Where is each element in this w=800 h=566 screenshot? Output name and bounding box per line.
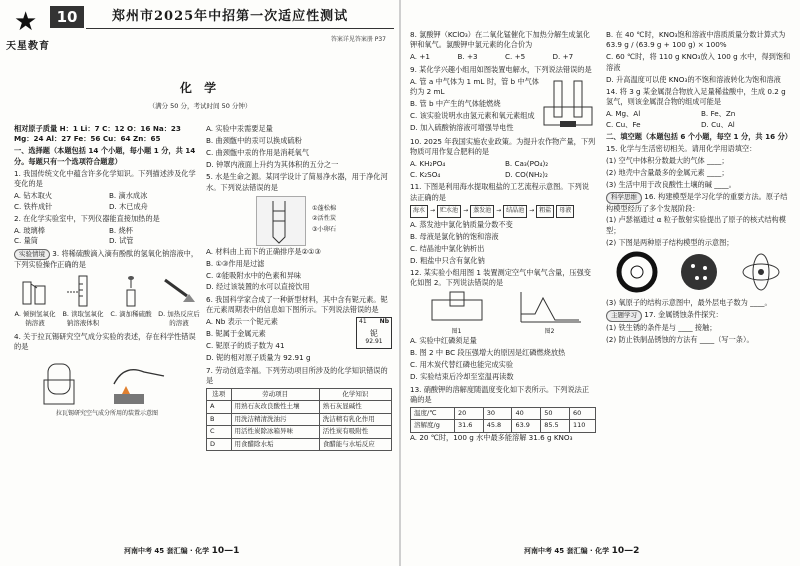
option: B. 图 2 中 BC 段压强增大的原因是红磷燃烧放热 [410, 348, 566, 358]
option: B. 滴水成冰 [109, 191, 148, 201]
option: C. K₂SO₄ [410, 169, 441, 179]
legend-item: ③小卵石 [312, 225, 337, 233]
sub-item: (1) 卢瑟福通过 α 粒子散射实验提出了原子的核式结构模型； [606, 215, 786, 235]
option: C. 该实验说明水由氢元素和氧元素组成 [410, 111, 535, 121]
paper-number: 10 [50, 6, 84, 28]
option: D. 粗盐中只含有氯化钠 [410, 255, 485, 265]
element-mass: 92.91 [365, 338, 383, 346]
option: A. 蒸发池中氯化钠质量分数不变 [410, 219, 513, 229]
option: C. +5 [505, 52, 526, 62]
table-row [207, 426, 392, 438]
figure-caption: C. 滴加稀硫酸 [110, 309, 152, 318]
table-cell: 熟石灰显碱性 [319, 401, 391, 413]
option: A. 玻璃棒 [14, 225, 45, 235]
sub-item: (3) 生活中用于改良酸性土壤的碱 ____。 [606, 179, 736, 189]
left-column-1 [14, 124, 200, 421]
figure-caption: 图1 [451, 328, 462, 336]
header [6, 6, 394, 62]
option: D. 经过该装置的水可以直接饮用 [206, 282, 310, 292]
table-cell: 活性炭有吸附性 [319, 426, 391, 438]
table-cell: D [207, 438, 232, 450]
paper-title-bar [86, 6, 394, 29]
element-name: 铌 [370, 329, 378, 339]
subject-title: 化 学 [179, 81, 221, 95]
option: B. 曲颈甑中的汞可以换成硫粉 [206, 135, 302, 145]
option: A. KH₂PO₄ [410, 159, 446, 169]
left-column-2 [206, 124, 392, 453]
table-row [207, 401, 392, 413]
option: C. 曲颈甑中汞的作用是消耗氧气 [206, 147, 310, 157]
sub-item: (2) 防止铁制品锈蚀的方法有 ____（写一条）。 [606, 335, 754, 345]
option: C. 铌原子的质子数为 41 [206, 341, 285, 351]
element-card-nb [356, 317, 392, 349]
question-16 [606, 192, 792, 308]
question-4 [14, 332, 200, 419]
table-cell: C [207, 426, 232, 438]
option: B. 在 40 ℃时，KNO₃饱和溶液中溶质质量分数计算式为 63.9 g / (63.9 g + 100 g) × 100% [606, 30, 786, 50]
option: D. CO(NH₂)₂ [505, 169, 548, 179]
table-cell: 40 [512, 408, 541, 420]
star-icon: ★ [14, 7, 38, 37]
question-7 [206, 366, 392, 451]
figure-caption: A. 倾倒氢氧化钠溶液 [14, 309, 56, 328]
question-text: 8. 氯酸钾（KClO₃）在二氧化锰催化下加热分解生成氯化钾和氧气。氯酸钾中氯元素的化合价为 [410, 30, 590, 50]
option: A. +1 [410, 52, 430, 62]
page-number: 10—1 [211, 545, 240, 556]
question-4-options [206, 124, 392, 170]
option: B. 铌属于金属元素 [206, 329, 266, 339]
question-text: 4. 关于拉瓦锡研究空气成分实验的表述，存在科学性错误的是 [14, 331, 196, 351]
option: B. 母液是氯化钠的饱和溶液 [410, 231, 499, 241]
question-text: 11. 下图是利用海水提取粗盐的工艺流程示意图。下列说法正确的是 [410, 182, 590, 202]
footer-right [524, 545, 639, 558]
table-cell: 45.8 [483, 420, 512, 432]
table-cell: 110 [569, 420, 595, 432]
section-2-heading: 二、填空题（本题包括 6 个小题，每空 1 分，共 16 分） [606, 131, 792, 141]
electrolysis-figure [540, 77, 596, 129]
table-cell: 用熟石灰改良酸性土壤 [231, 401, 319, 413]
option: C. 60 ℃时，将 110 g KNO₃放入 100 g 水中，得到饱和溶液 [606, 52, 791, 72]
question-text: 13. 硝酸钾的溶解度随温度变化如下表所示。下列说法正确的是 [410, 384, 590, 405]
option: B. 管 b 中产生的气体能燃烧 [410, 99, 501, 109]
option: C. 量筒 [14, 236, 38, 246]
table-cell: 温度/℃ [411, 408, 455, 420]
option: D. +7 [552, 52, 574, 62]
question-12 [410, 268, 596, 383]
question-text: 5. 水是生命之源。某同学设计了简易净水器，用于净化河水。下列说法错误的是 [206, 172, 388, 192]
table-cell: 洗洁精有乳化作用 [319, 413, 391, 425]
answer-reference: 答案详见答案册 P37 [330, 36, 386, 43]
flow-step: 蒸发池 [470, 205, 494, 218]
salt-process-flow: 海水 → 贮水池 → 蒸发池 → 结晶池 → 粗盐 母液 [410, 205, 596, 218]
right-column-2 [606, 30, 792, 348]
option: A. 实验中红磷须足量 [410, 336, 477, 346]
option: A. 管 a 中气体为 1 mL 时，管 b 中气体约为 2 mL [410, 76, 539, 97]
atom-model-3 [739, 250, 783, 294]
labor-table [206, 388, 392, 451]
flow-step: 母液 [556, 205, 574, 218]
atom-model-1 [615, 250, 659, 294]
question-text: 16. 构建模型是学习化学的重要方法。原子结构模型经历了多个发展阶段： [606, 192, 788, 213]
option: A. Nb 表示一个铌元素 [206, 317, 278, 327]
water-filter-figure [206, 195, 392, 247]
option: B. Fe、Zn [701, 109, 736, 119]
table-header: 劳动项目 [231, 388, 319, 400]
figure-1 [422, 290, 492, 336]
question-text: 14. 将 3 g 某金属混合物放入足量稀盐酸中，生成 0.2 g 氢气，则该金属混合物的组成可能是 [606, 86, 786, 107]
tag-science-thinking: 科学思维 [606, 192, 642, 203]
option: B. ①③作用是过滤 [206, 258, 265, 268]
question-1 [14, 169, 200, 212]
table-cell: 溶解度/g [411, 420, 455, 432]
flow-step: 海水 [410, 205, 428, 218]
table-cell: 用洗洁精清洗油污 [231, 413, 319, 425]
option: A. 钻木取火 [14, 191, 53, 201]
option: A. 实验中汞需要足量 [206, 124, 273, 133]
exam-meta: （满分 50 分，考试时间 50 分钟） [148, 102, 252, 110]
atom-models-figure [606, 250, 792, 298]
question-text: 2. 在化学实验室中，下列仪器能直接加热的是 [14, 214, 160, 223]
question-text: 9. 某化学兴趣小组用如图装置电解水，下列说法错误的是 [410, 64, 592, 74]
question-15 [606, 144, 792, 190]
table-cell: 60 [569, 408, 595, 420]
atomic-masses: 相对原子质量 H：1 Li：7 C：12 O：16 Na：23 Mg：24 Al：27 Fe：56 Cu：64 Zn：65 [14, 124, 181, 144]
figure-option-c [110, 274, 152, 329]
footer-text: 河南中考 45 套汇编 · 化学 [124, 546, 210, 555]
sub-item: (1) 铁生锈的条件是与 ____ 接触； [606, 323, 717, 333]
question-10 [410, 137, 596, 180]
flow-step: 粗盐 [536, 205, 554, 218]
question-text: 1. 我国传统文化中蕴含许多化学知识。下列描述涉及化学变化的是 [14, 168, 196, 189]
table-cell: 用活性炭除冰箱异味 [231, 426, 319, 438]
question-text: 3. 将稀硫酸滴入滴有酚酞的氢氧化钠溶液中，下列实验操作正确的是 [14, 248, 199, 270]
flow-step: 贮水池 [437, 205, 461, 218]
option: C. 用木炭代替红磷也能完成实验 [410, 360, 514, 370]
footer-text: 河南中考 45 套汇编 · 化学 [524, 546, 610, 555]
option: C. 铁杵成针 [14, 201, 53, 211]
table-cell: 50 [541, 408, 570, 420]
question-17 [606, 310, 792, 345]
sub-item: (1) 空气中体积分数最大的气体 ____； [606, 155, 729, 165]
question-text: 10. 2025 年我国实施农业政策。为提升农作物产量，下列物质可用作复合肥料的是 [410, 136, 596, 157]
element-number: 41 [359, 318, 367, 326]
table-cell: 食醋能与水垢反应 [319, 438, 391, 450]
option: A. Mg、Al [606, 109, 641, 119]
question-text: 15. 化学与生活密切相关。请用化学用语填空： [606, 143, 757, 153]
question-2 [14, 214, 200, 247]
table-row [207, 413, 392, 425]
table-row [207, 438, 392, 450]
right-column-1 [410, 30, 596, 445]
option: D. 钟罩内液面上升约为其体积的五分之一 [206, 159, 339, 169]
table-cell: 63.9 [512, 420, 541, 432]
figure-caption: 图2 [544, 328, 555, 336]
option: D. 木已成舟 [109, 201, 148, 211]
table-header: 选项 [207, 388, 232, 400]
option: C. Cu、Fe [606, 119, 641, 129]
option: D. Cu、Al [701, 119, 735, 129]
sub-item: (2) 下图是两种原子结构模型的示意图； [606, 237, 734, 247]
table-cell: 31.6 [454, 420, 483, 432]
element-symbol: Nb [379, 318, 389, 326]
question-text: 12. 某实验小组用图 1 装置测定空气中氧气含量，压强变化如图 2。下列说法错误的是 [410, 268, 591, 288]
option: B. 烧杯 [109, 225, 133, 235]
figure-caption: D. 加热反应后的溶液 [158, 309, 200, 328]
option: D. 试管 [109, 236, 134, 246]
question-5 [206, 172, 392, 293]
table-cell: 30 [483, 408, 512, 420]
table-cell: 用食醋除水垢 [231, 438, 319, 450]
question-8 [410, 30, 596, 63]
option: A. 材料由上而下的正确排序是②①③ [206, 246, 321, 256]
footer-left [124, 545, 239, 558]
figure-option-d [158, 274, 200, 329]
option: C. 结晶池中氯化钠析出 [410, 243, 485, 253]
lavoisier-apparatus-figure [14, 354, 200, 410]
option: D. 铌的相对原子质量为 92.91 g [206, 353, 311, 363]
legend-item: ②活性炭 [312, 215, 337, 223]
filter-device [256, 196, 306, 246]
solubility-table [410, 407, 596, 433]
legend-item: ①蓬松棉 [312, 204, 337, 212]
figure-caption: B. 读取氢氧化钠溶液体积 [62, 309, 104, 328]
question-3 [14, 249, 200, 329]
page-number: 10—2 [611, 545, 640, 556]
table-cell: 20 [454, 408, 483, 420]
table-cell: A [207, 401, 232, 413]
sub-item: (2) 地壳中含量最多的金属元素 ____； [606, 167, 729, 177]
sub-item: (3) 氧原子的结构示意图中，最外层电子数为 ____。 [606, 297, 772, 307]
question-text: 7. 劳动创造幸福。下列劳动项目所涉及的化学知识错误的是 [206, 365, 388, 385]
question-14 [606, 87, 792, 130]
flow-step: 结晶池 [503, 205, 527, 218]
option: D. 升高温度可以使 KNO₃的不饱和溶液转化为饱和溶液 [606, 74, 781, 84]
table-cell: 85.5 [541, 420, 570, 432]
question-6 [206, 295, 392, 364]
oxygen-test-figures [410, 290, 596, 336]
question-text: 17. 金属锈蚀条件探究： [644, 310, 723, 320]
figure-caption: 拉瓦锡研究空气成分所用的装置示意图 [55, 409, 158, 417]
table-row [411, 408, 596, 420]
question-9 [410, 65, 596, 135]
option: A. 20 ℃时，100 g 水中最多能溶解 31.6 g KNO₃ [410, 432, 573, 442]
option: B. Ca₃(PO₄)₂ [505, 159, 549, 169]
brand-name: 天星教育 [6, 41, 50, 52]
paper-title: 郑州市2025年中招第一次适应性测试 [112, 9, 349, 24]
option: B. +3 [457, 52, 478, 62]
table-row [411, 420, 596, 432]
table-header: 化学知识 [319, 388, 391, 400]
tag-theme-learning: 主题学习 [606, 310, 642, 321]
option: C. ②能吸附水中的色素和异味 [206, 270, 302, 280]
section-1-heading: 一、选择题（本题包括 14 个小题，每小题 1 分，共 14 分。每题只有一个选项符合题意） [14, 146, 196, 166]
question-11 [410, 182, 596, 266]
option: D. 实验结束后冷却至室温再读数 [410, 372, 514, 382]
option: D. 加入硫酸钠溶液可增强导电性 [410, 123, 514, 132]
question-text: 6. 我国科学家合成了一种新型材料，其中含有铌元素。铌在元素周期表中的信息如下图所示。下列说法错误的是 [206, 294, 388, 315]
figure-option-b [62, 274, 104, 329]
table-cell: B [207, 413, 232, 425]
tag-experiment: 实验情境 [14, 249, 50, 260]
figure-2 [515, 290, 585, 336]
figure-option-a [14, 274, 56, 329]
atom-model-2 [677, 250, 721, 294]
question-13 [410, 385, 596, 444]
right-page [400, 0, 800, 566]
brand-logo [6, 6, 50, 58]
